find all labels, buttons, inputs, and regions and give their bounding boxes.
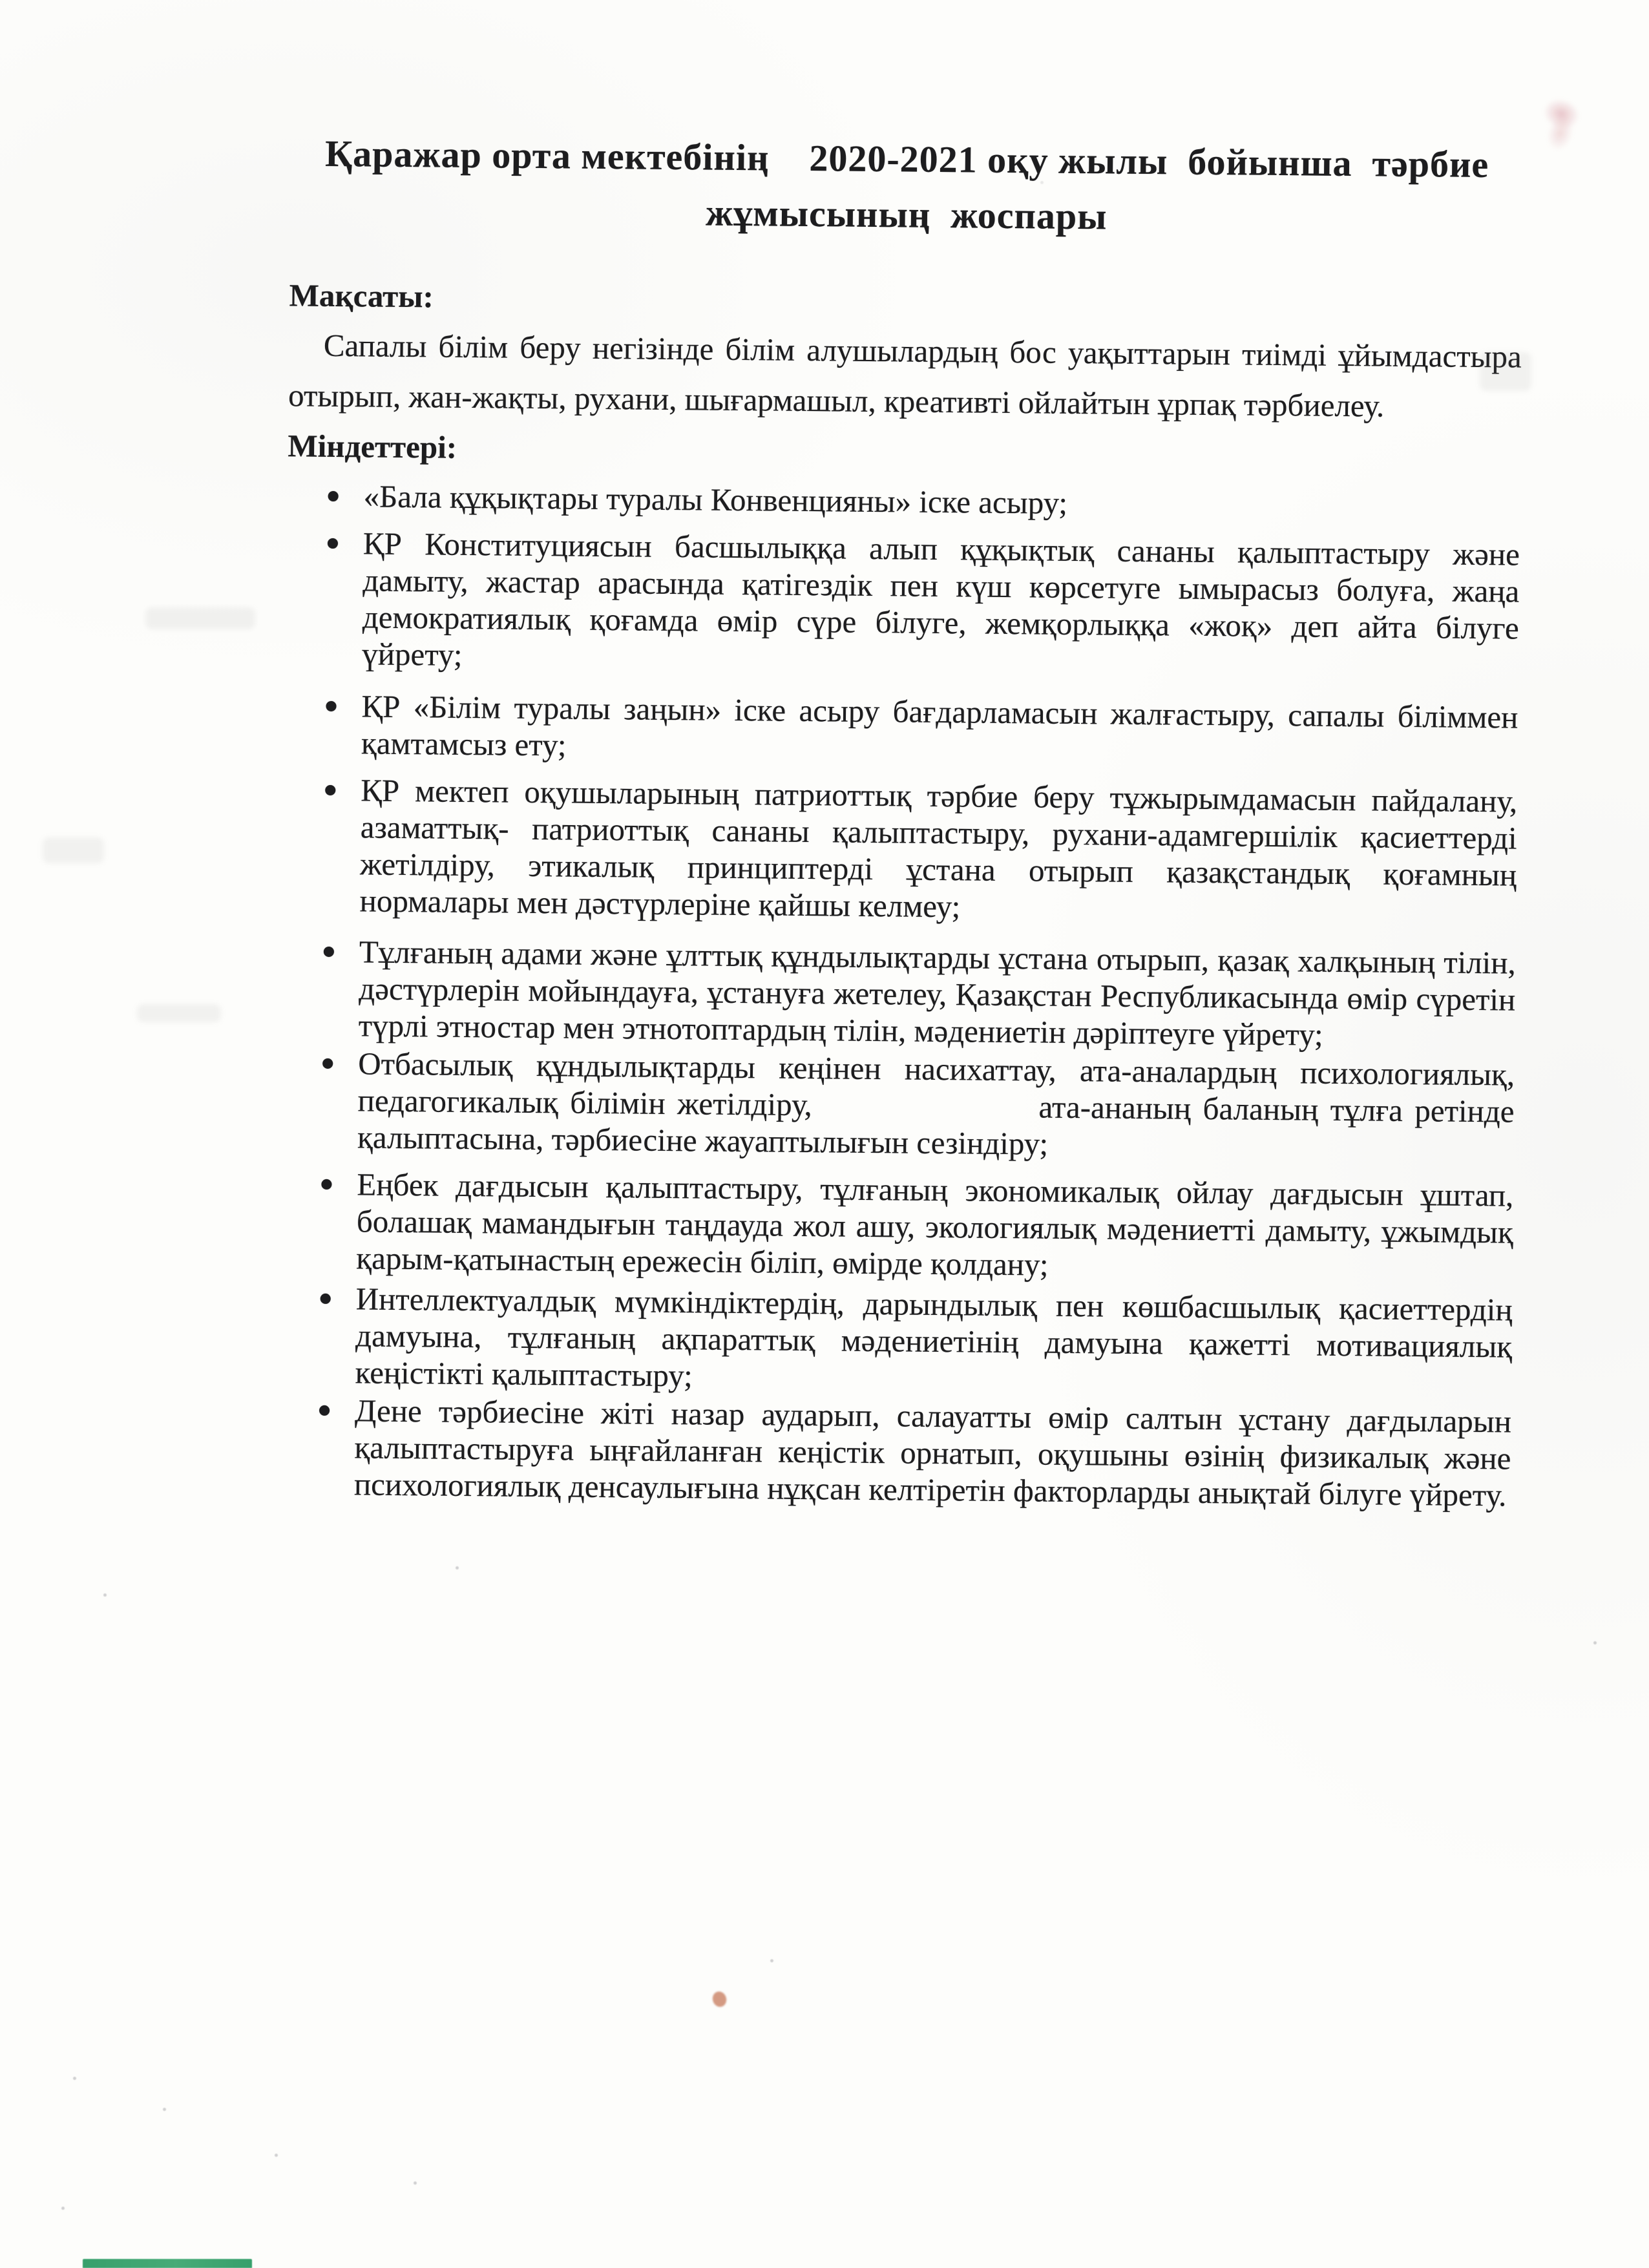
objective-item-text: Отбасылық құндылықтарды кеңінен насихаттау, ата-аналардың психологиялық, педагогикалық білімін жетілдіру, ата-ананың баланың тұлға ретінде қалыптасына, тәрбиесіне жауаптылығын сезіндіру;	[357, 1045, 1515, 1162]
scan-artifact-speck	[770, 1959, 773, 1962]
bullet-icon	[321, 1179, 331, 1190]
objectives-list	[278, 477, 1520, 1513]
scan-artifact-speck	[414, 2181, 417, 2185]
objective-item	[280, 1165, 1514, 1287]
document-title	[290, 125, 1524, 248]
objective-item-text: Тұлғаның адами және ұлттық құндылықтарды ұстана отырып, қазақ халқының тілін, дәстүрлерін мойындауға, ұстануға жетелеу, Қазақстан Республикасында өмір сүретін түрлі этностар мен этнотоптардың тілін, мәдениетін дәріптеуге үйрету;	[358, 934, 1517, 1053]
objectives-heading: Міндеттері:	[288, 428, 457, 465]
scan-artifact-green-strip	[83, 2259, 252, 2268]
scan-artifact-speck	[73, 2077, 76, 2080]
document-title-line1: Қаражар орта мектебінің 2020-2021 оқу жылы бойынша тәрбие	[324, 132, 1489, 186]
scan-artifact-speck	[275, 2154, 278, 2157]
objective-item-text: ҚР «Білім туралы заңын» іске асыру бағдарламасын жалғастыру, сапалы біліммен қамтамсыз ету;	[361, 688, 1518, 763]
objective-item	[286, 524, 1520, 683]
scan-artifact-speck	[61, 2207, 65, 2210]
bullet-icon	[319, 1405, 330, 1416]
scan-artifact-salmon-dot	[711, 1990, 728, 2008]
bullet-icon	[320, 1294, 331, 1304]
scan-artifact-speck	[456, 1566, 459, 1570]
bullet-icon	[326, 701, 336, 711]
document-title-line2: жұмысының жоспары	[705, 191, 1108, 238]
scan-artifact-speck	[103, 1593, 107, 1597]
scan-artifact-speck	[163, 2108, 166, 2111]
goal-text: Сапалы білім беру негізінде білім алушылардың бос уақыттарын тиімді ұйымдастыра отырып, жан-жақты, рухани, шығармашыл, креативті ойлайтын ұрпақ тәрбиелеу.	[288, 327, 1522, 424]
goal-heading: Мақсаты:	[289, 277, 434, 315]
bullet-icon	[322, 1058, 333, 1069]
objective-item	[281, 1044, 1515, 1166]
objective-item-text: Еңбек дағдысын қалыптастыру, тұлғаның экономикалық ойлау дағдысын ұштап, болашақ мамандығын таңдауда жол ашу, экологиялық мәдениетті дамыту, ұжымдық қарым-қатынастың ережесін біліп, өмірде қолдану;	[356, 1166, 1514, 1283]
bullet-icon	[328, 538, 338, 549]
objective-item	[282, 932, 1517, 1055]
bullet-icon	[324, 947, 334, 957]
objective-item-text: Дене тәрбиесіне жіті назар аударып, салауатты өмір салтын ұстану дағдыларын қалыптастыруға ыңғайланған кеңістік орнатып, оқушыны өзінің физикалық және психологиялық денсаулығына нұқсан келтіретін факторларды анықтай білуге үйрету.	[353, 1392, 1512, 1513]
objective-item-text: «Бала құқықтары туралы Конвенцияны» іске асыру;	[363, 478, 1068, 521]
objective-item-text: ҚР мектеп оқушыларының патриоттық тәрбие беру тұжырымдамасын пайдалану, азаматтық- патриоттық сананы қалыптастыру, рухани-адамгершілік қасиеттерді жетілдіру, этикалық принциптерді ұстана отырып қазақстандық қоғамның нормалары мен дәстүрлеріне қайшы келмеу;	[359, 772, 1518, 925]
objective-item	[278, 1391, 1512, 1513]
bullet-icon	[328, 491, 339, 501]
objective-item-text: ҚР Конституциясын басшылыққа алып құқықтық сананы қалыптастыру және дамыту, жастар арасында қатігездік пен күш көрсетуге ымырасыз болуға, жаңа демократиялық қоғамда өмір сүре білуге, жемқорлыққа «жоқ» деп айта білуге үйрету;	[362, 525, 1520, 673]
objective-item	[278, 1279, 1513, 1402]
objective-item	[283, 771, 1517, 930]
objective-item-text: Интеллектуалдық мүмкіндіктердің, дарындылық пен көшбасшылық қасиеттердің дамуына, тұлғаның ақпараттық мәдениетінің дамуына қажетті мотивациялық кеңістікті қалыптастыру;	[355, 1281, 1513, 1394]
scan-artifact-speck	[1593, 1641, 1597, 1644]
objective-item	[285, 687, 1518, 772]
objective-item	[287, 477, 1520, 525]
bullet-icon	[325, 785, 335, 795]
